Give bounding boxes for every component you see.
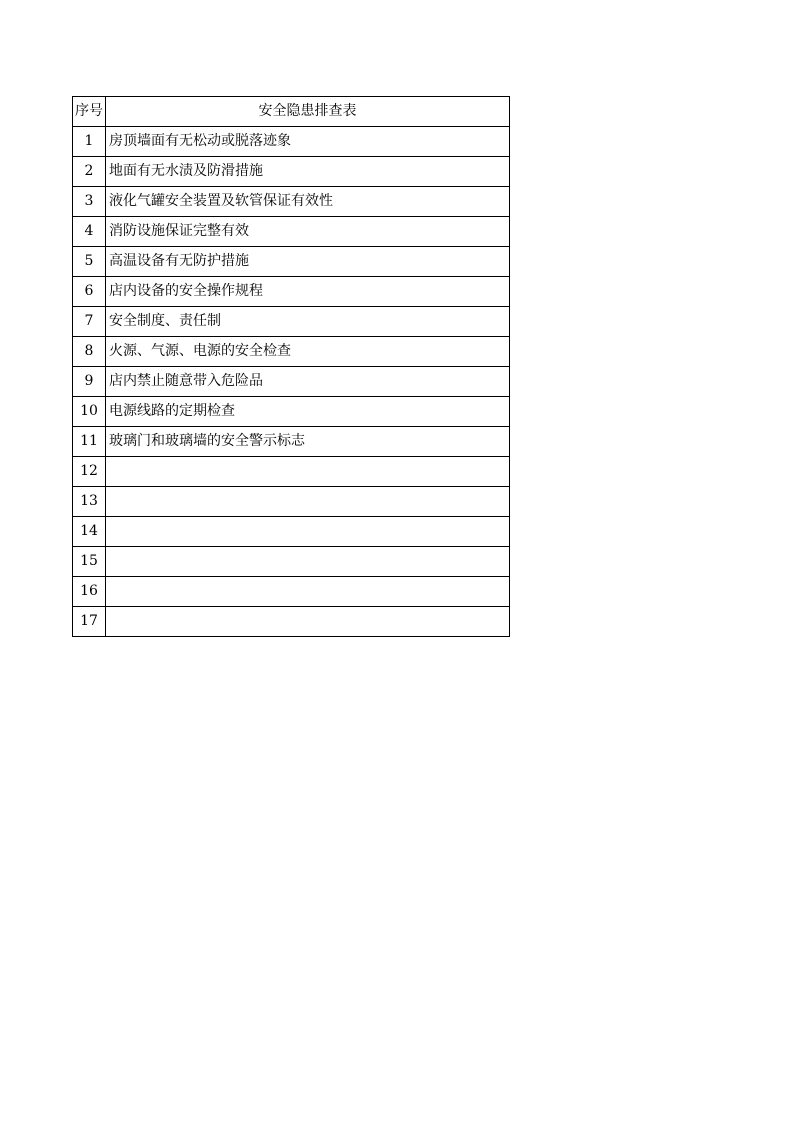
table-row [73, 577, 510, 607]
row-number-cell: 2 [73, 157, 106, 187]
table-row [73, 427, 510, 457]
row-number-cell: 15 [73, 547, 106, 577]
table-row [73, 277, 510, 307]
row-number-cell: 7 [73, 307, 106, 337]
table-row [73, 337, 510, 367]
row-number-cell: 11 [73, 427, 106, 457]
table-row [73, 247, 510, 277]
table-row [73, 307, 510, 337]
check-item-cell [106, 487, 510, 517]
table-row [73, 217, 510, 247]
table-row [73, 607, 510, 637]
check-item-cell: 电源线路的定期检查 [106, 397, 510, 427]
check-item-cell: 店内禁止随意带入危险品 [106, 367, 510, 397]
row-number-cell: 9 [73, 367, 106, 397]
row-number-cell: 12 [73, 457, 106, 487]
table-body [73, 127, 510, 637]
table-row [73, 547, 510, 577]
row-number-cell: 17 [73, 607, 106, 637]
check-item-cell: 安全制度、责任制 [106, 307, 510, 337]
table-row [73, 517, 510, 547]
safety-hazard-checklist-table [72, 96, 510, 637]
table-row [73, 457, 510, 487]
table-row [73, 367, 510, 397]
row-number-cell: 3 [73, 187, 106, 217]
check-item-cell: 火源、气源、电源的安全检查 [106, 337, 510, 367]
table-header-row [73, 97, 510, 127]
table-row [73, 127, 510, 157]
row-number-cell: 13 [73, 487, 106, 517]
column-header-number: 序号 [73, 97, 106, 127]
row-number-cell: 4 [73, 217, 106, 247]
check-item-cell: 玻璃门和玻璃墙的安全警示标志 [106, 427, 510, 457]
table-row [73, 157, 510, 187]
check-item-cell: 高温设备有无防护措施 [106, 247, 510, 277]
row-number-cell: 5 [73, 247, 106, 277]
row-number-cell: 8 [73, 337, 106, 367]
row-number-cell: 16 [73, 577, 106, 607]
check-item-cell: 液化气罐安全装置及软管保证有效性 [106, 187, 510, 217]
table-row [73, 487, 510, 517]
check-item-cell: 店内设备的安全操作规程 [106, 277, 510, 307]
check-item-cell [106, 457, 510, 487]
check-item-cell [106, 547, 510, 577]
row-number-cell: 1 [73, 127, 106, 157]
check-item-cell: 房顶墙面有无松动或脱落迹象 [106, 127, 510, 157]
check-item-cell [106, 517, 510, 547]
check-item-cell: 地面有无水渍及防滑措施 [106, 157, 510, 187]
row-number-cell: 10 [73, 397, 106, 427]
check-item-cell: 消防设施保证完整有效 [106, 217, 510, 247]
row-number-cell: 14 [73, 517, 106, 547]
table-row [73, 187, 510, 217]
table-row [73, 397, 510, 427]
row-number-cell: 6 [73, 277, 106, 307]
check-item-cell [106, 577, 510, 607]
table-title: 安全隐患排查表 [106, 97, 510, 127]
check-item-cell [106, 607, 510, 637]
